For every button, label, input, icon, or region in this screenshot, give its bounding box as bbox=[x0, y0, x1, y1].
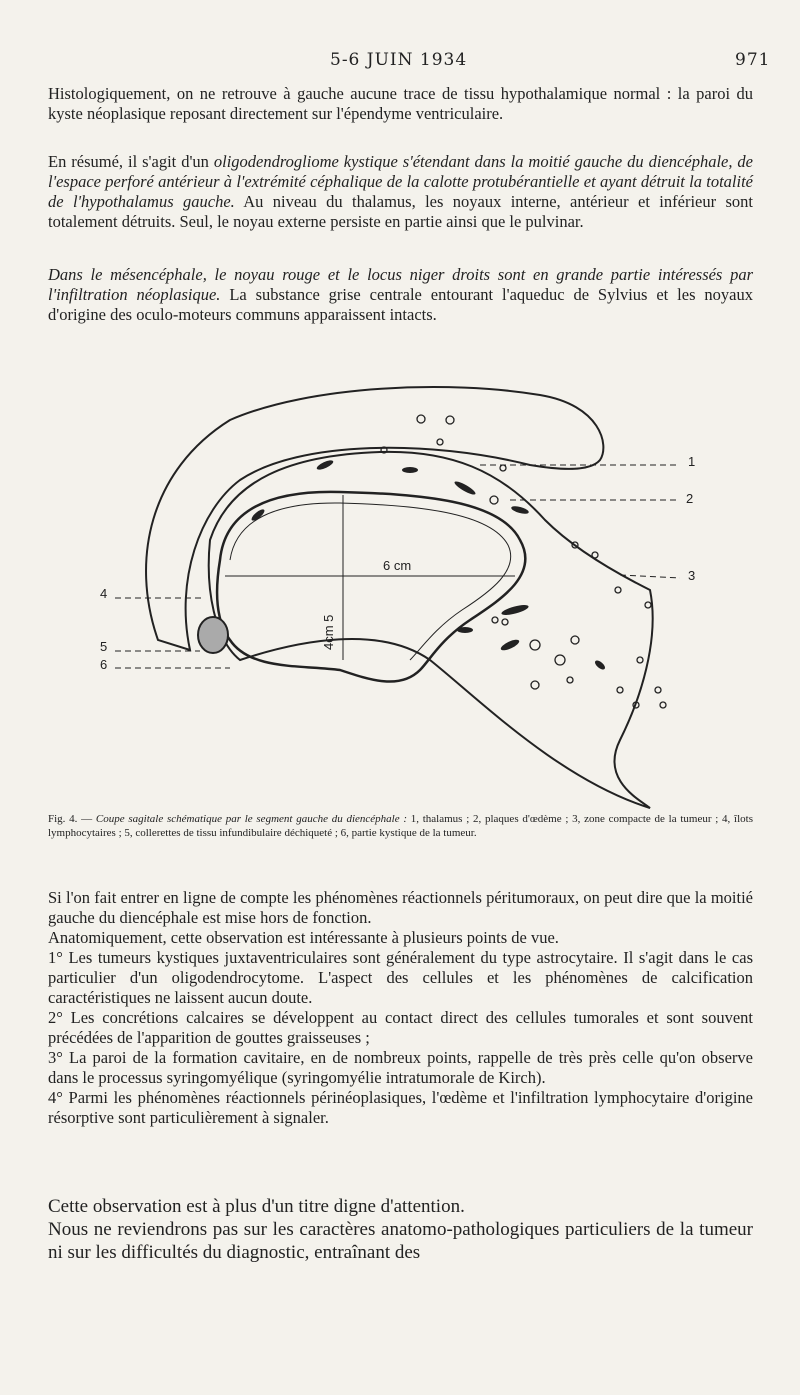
summary-italic: oligodendrogliome kystique s'étendant dans la moitié gauche du diencéphale, de l'espace perforé antérieur à l'extrémité céphalique de la calotte protubérantielle et ayant détruit la totalité de l'hypothalamus gauche. bbox=[48, 152, 753, 211]
page-number: 971 bbox=[735, 50, 771, 70]
label-2: 2 bbox=[686, 491, 694, 506]
body-line: Cette observation est à plus d'un titre digne d'attention. bbox=[48, 1196, 465, 1217]
figure-caption bbox=[48, 812, 753, 840]
paragraph-histology: Histologiquement, on ne retrouve à gauche aucune trace de tissu hypothalamique normal : la paroi du kyste néoplasique reposant directement sur l'épendyme ventriculaire. bbox=[48, 84, 753, 123]
body-line: 3° La paroi de la formation cavitaire, en de nombreux points, rappelle de très près celle qu'on observe dans le processus syringomyélique (syringomyélie intratumorale de Kirch). bbox=[48, 1048, 753, 1087]
dimension-vertical: 4cm 5 bbox=[321, 614, 336, 650]
label-4: 4 bbox=[100, 586, 108, 601]
label-6: 6 bbox=[100, 657, 108, 672]
body-line: 4° Parmi les phénomènes réactionnels périnéoplasiques, l'œdème et l'infiltration lymphocytaire d'origine résorptive sont particulièrement à signaler. bbox=[48, 1088, 753, 1127]
paragraph-mesencephalon bbox=[48, 265, 753, 325]
edema-band bbox=[209, 452, 653, 808]
body-line: Si l'on fait entrer en ligne de compte les phénomènes réactionnels péritumoraux, on peut dire que la moitié gauche du diencéphale est mise hors de fonction. bbox=[48, 888, 753, 927]
caption-text: 1, thalamus ; 2, plaques d'œdème ; 3, zone compacte de la tumeur ; 4, îlots lymphocytaires ; 5, collerettes de tissu infundibulaire déchiqueté ; 6, partie kystique de la tumeur. bbox=[48, 813, 753, 839]
caption-italic: Coupe sagitale schématique par le segment gauche du diencéphale : bbox=[95, 813, 407, 825]
body-conclusion bbox=[48, 1195, 753, 1264]
label-1: 1 bbox=[688, 454, 696, 469]
label-5: 5 bbox=[100, 639, 108, 654]
thalamus-outline bbox=[146, 387, 603, 650]
header-date: 5-6 JUIN 1934 bbox=[330, 50, 468, 70]
caption-prefix: Fig. 4. — bbox=[48, 813, 96, 825]
infundibular-nodule bbox=[198, 617, 228, 653]
summary-intro: En résumé, il s'agit d'un bbox=[48, 152, 214, 171]
body-line: Anatomiquement, cette observation est intéressante à plusieurs points de vue. bbox=[48, 928, 559, 947]
paragraph-summary bbox=[48, 152, 753, 232]
body-line: 1° Les tumeurs kystiques juxtaventriculaires sont généralement du type astrocytaire. Il s'agit dans le cas particulier d'un oligodendrocytome. L'aspect des cellules et les phénomènes de calcification caractéristiques ne laissent aucun doute. bbox=[48, 948, 753, 1007]
body-discussion bbox=[48, 888, 753, 1128]
mesencephalon-end: La substance grise centrale entourant l'aqueduc de Sylvius et les noyaux d'origine des oculo-moteurs communs apparaissent intacts. bbox=[48, 285, 753, 324]
label-3: 3 bbox=[688, 568, 696, 583]
summary-end: Au niveau du thalamus, les noyaux interne, antérieur et inférieur sont totalement détruits. Seul, le noyau externe persiste en partie ainsi que le pulvinar. bbox=[48, 192, 753, 231]
sagittal-section-figure bbox=[80, 385, 720, 815]
body-line: Nous ne reviendrons pas sur les caractères anatomo-pathologiques particuliers de la tumeur ni sur les difficultés du diagnostic, entraînant des bbox=[48, 1219, 753, 1263]
body-line: 2° Les concrétions calcaires se développent au contact direct des cellules tumorales et sont souvent précédées de l'apparition de gouttes graisseuses ; bbox=[48, 1008, 753, 1047]
mesencephalon-italic: Dans le mésencéphale, le noyau rouge et le locus niger droits sont en grande partie intéressés par l'infiltration néoplasique. bbox=[48, 265, 753, 304]
dimension-horizontal: 6 cm bbox=[383, 558, 412, 573]
